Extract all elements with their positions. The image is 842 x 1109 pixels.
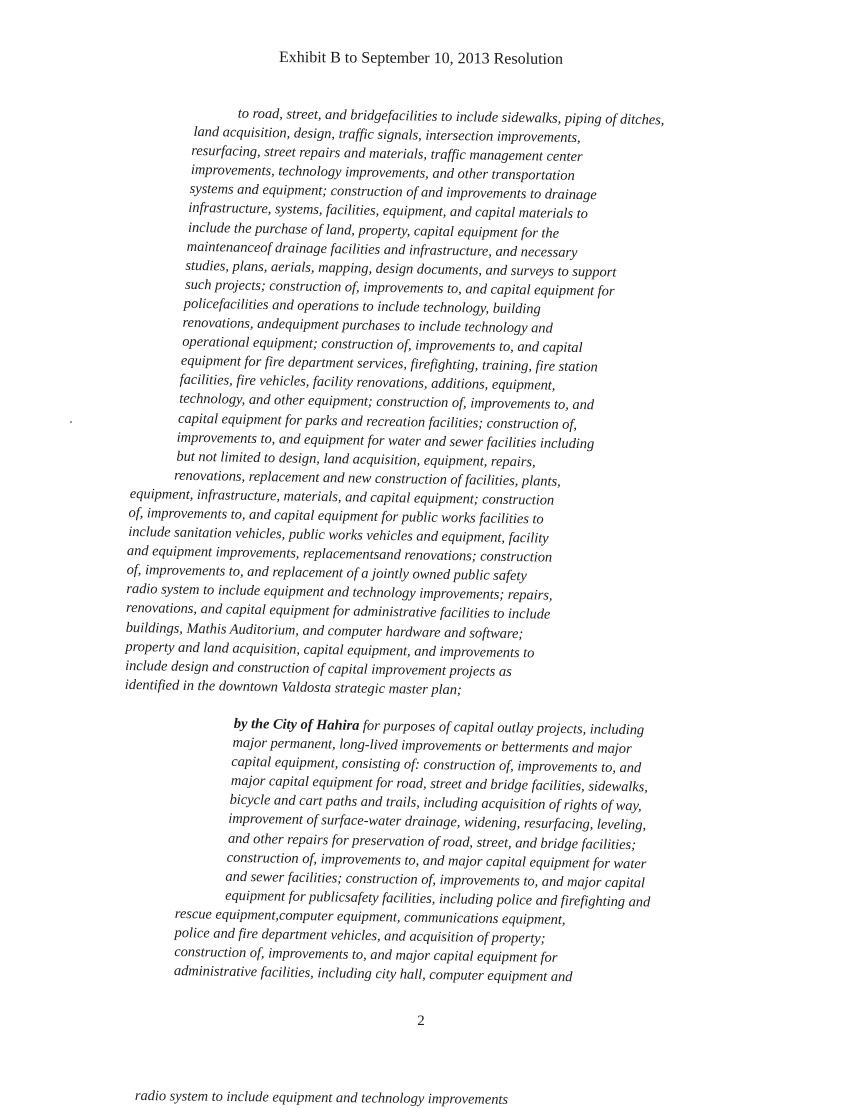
text-line: radio system to include equipment and technology improvements; repairs,	[126, 581, 553, 604]
text-line: land acquisition, design, traffic signals, intersection improvements,	[193, 124, 581, 147]
text-line: and equipment improvements, replacementsand renovations; construction	[126, 543, 553, 566]
text-line: technology, and other equipment; construction of, improvements to, and	[179, 391, 595, 414]
page-title: Exhibit B to September 10, 2013 Resolution	[278, 49, 564, 68]
text-line-rest: for purposes of capital outlay projects, including	[359, 717, 645, 739]
text-line: capital equipment for parks and recreation facilities; construction of,	[177, 410, 578, 433]
text-line: construction of, improvements to, and major capital equipment for	[174, 944, 558, 967]
text-line: policefacilities and operations to include technology, building	[183, 295, 541, 318]
paragraph-valdosta-projects	[125, 103, 665, 703]
text-line: of, improvements to, and capital equipment for public works facilities to	[128, 504, 544, 528]
text-line: resurfacing, street repairs and materials, traffic management center	[191, 143, 583, 166]
text-line: and sewer facilities; construction of, improvements to, and major capital	[225, 868, 646, 892]
text-line: equipment for publicsafety facilities, including police and firefighting and	[225, 887, 651, 911]
page-number: 2	[417, 1013, 425, 1029]
text-line: facilities, fire vehicles, facility renovations, additions, equipment,	[179, 372, 556, 394]
text-line: equipment for fire department services, firefighting, training, fire station	[180, 352, 598, 376]
text-line: bicycle and cart paths and trails, including acquisition of rights of way,	[229, 792, 642, 815]
text-line: maintenanceof drainage facilities and infrastructure, and necessary	[186, 238, 578, 261]
text-line: renovations, andequipment purchases to include technology and	[182, 314, 553, 337]
scan-speck	[70, 421, 72, 423]
text-line: include design and construction of capital improvement projects as	[125, 657, 512, 680]
text-line: infrastructure, systems, facilities, equipment, and capital materials to	[188, 200, 589, 223]
text-line: improvement of surface-water drainage, widening, resurfacing, leveling,	[228, 811, 647, 834]
text-line: include sanitation vehicles, public works vehicles and equipment, facility	[128, 524, 549, 547]
text-line: equipment, infrastructure, materials, and capital equipment; construction	[129, 485, 555, 509]
text-line: police and fire department vehicles, and acquisition of property;	[174, 925, 546, 947]
text-line: identified in the downtown Valdosta strategic master plan;	[124, 676, 462, 699]
text-line: renovations, and capital equipment for administrative facilities to include	[125, 600, 551, 624]
text-line: administrative facilities, including city hall, computer equipment and	[173, 963, 573, 986]
text-line: and other repairs for preservation of road, street, and bridge facilities;	[227, 830, 637, 853]
text-line: of, improvements to, and replacement of a jointly owned public safety	[126, 562, 527, 585]
text-line: but not limited to design, land acquisition, equipment, repairs,	[176, 448, 536, 471]
text-line: capital equipment, consisting of: construction of, improvements to, and	[231, 754, 642, 777]
text-line: to road, street, and bridgefacilities to include sidewalks, piping of ditches,	[237, 105, 665, 129]
text-line: property and land acquisition, capital equipment, and improvements to	[125, 638, 535, 661]
text-line: construction of, improvements to, and major capital equipment for water	[226, 849, 647, 873]
text-line: renovations, replacement and new construction of facilities, plants,	[174, 467, 561, 490]
text-line: such projects; construction of, improvements to, and capital equipment for	[185, 276, 615, 300]
text-line: studies, plans, aerials, mapping, design documents, and surveys to support	[185, 257, 617, 281]
text-line: rescue equipment,computer equipment, communications equipment,	[174, 905, 566, 929]
text-line: systems and equipment; construction of and improvements to drainage	[189, 181, 597, 204]
paragraph-hahira-projects	[174, 714, 653, 989]
text-line: improvements to, and equipment for water and sewer facilities including	[176, 429, 595, 452]
text-line: operational equipment; construction of, improvements to, and capital	[182, 333, 583, 357]
text-line: major permanent, long-lived improvements or betterments and major	[232, 734, 632, 758]
next-page-cut-off-line: radio system to include equipment and technology improvements	[134, 1088, 509, 1108]
text-line: buildings, Mathis Auditorium, and computer hardware and software;	[125, 619, 524, 642]
text-line: improvements, technology improvements, and other transportation	[190, 162, 575, 185]
city-of-hahira-lead: by the City of Hahira	[233, 715, 360, 734]
text-line: include the purchase of land, property, capital equipment for the	[187, 219, 560, 242]
text-line: major capital equipment for road, street and bridge facilities, sidewalks,	[230, 773, 649, 796]
